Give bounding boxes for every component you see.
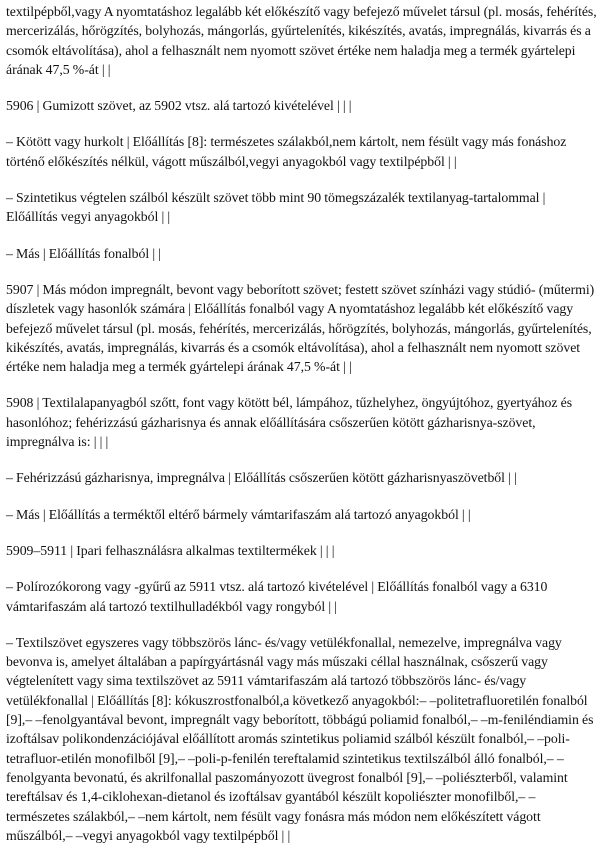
paragraph-textile-fabric: – Textilszövet egyszeres vagy többszörös lánc- és/vagy vetülékfonallal, nemezelve, impregnálva vagy bevonva is, amelyet általában a papírgyártásnál vagy más műszaki céllal használnak, csőszerű vagy végtelenített vagy sima textilszövet az 5911 vámtarifaszám alá tartozó többszörös lánc- és/vagy vetülékfonallal | Előállítás [8]: kókuszrostfonalból,a következő anyagokból:– –politetrafluoretilén fonalból [9],– –fenolgyantával bevont, impregnált vagy beborított, többágú poliamid fonalból,– –m-feniléndiamin és izoftálsav polikondenzációjával előállított aromás szintetikus poliamid szálból készült fonalból,– –poli-tetrafluor-etilén monofilből [9],– –poli-p-fenilén tereftalamid szintetikus textilszálból álló fonalból,– –fenolgyanta bevonatú, és akrilfonallal paszományozott üvegrost fonalból [9],– –poliészterből, valamint tereftálsav és 1,4-ciklohexan-dietanol és izoftálsav gyantából készült kopoliészter monofilből,– –természetes szálakból,– –nem kártolt, nem fésült vagy fonásra más módon nem előkészített vágott műszálból,– –vegyi anyagokból vagy textilpépből | |: [6, 634, 594, 843]
paragraph-5908-other: – Más | Előállítás a terméktől eltérő bármely vámtarifaszám alá tartozó anyagokból | |: [6, 506, 471, 522]
paragraph-5908: 5908 | Textilalapanyagból szőtt, font vagy kötött bél, lámpához, tűzhelyhez, öngyújtóhoz, gyertyához és hasonlóhoz; fehérizzású gázharisnya és annak előállítására csőszerűen kötött gázharisnya-szövet, impregnálva is: | | |: [6, 395, 573, 450]
paragraph-polishing-discs: – Polírozókorong vagy -gyűrű az 5911 vtsz. alá tartozó kivételével | Előállítás fonalból vagy a 6310 vámtarifaszám alá tartozó textilhulladékból vagy rongyból | |: [6, 579, 548, 614]
paragraph-5906-knitted: – Kötött vagy hurkolt | Előállítás [8]: természetes szálakból,nem kártolt, nem fésült vagy más fonáshoz történő előkészítés nélkül, vágott műszálból,vegyi anyagokból vagy textilpépből | |: [6, 134, 567, 169]
paragraph-5909-5911: 5909–5911 | Ipari felhasználásra alkalmas textiltermékek | | |: [6, 542, 335, 558]
paragraph-continuation: textilpépből,vagy A nyomtatáshoz legalább két előkészítő vagy befejező művelet társul (pl. mosás, fehérítés, mercerizálás, hőrögzítés, bolyhozás, mángorlás, gyűrtelenítés, kikészítés, avatás, impregnálás, kivarrás és a csomók eltávolítása), ahol a felhasznált nem nyomott szövet értéke nem haladja meg a termék gyártelepi árának 47,5 %-át | |: [6, 4, 597, 77]
paragraph-5906: 5906 | Gumizott szövet, az 5902 vtsz. alá tartozó kivételével | | |: [6, 98, 352, 114]
paragraph-5908-gas-mantle: – Fehérizzású gázharisnya, impregnálva | Előállítás csőszerűen kötött gázharisnyaszövetből | |: [6, 470, 517, 486]
paragraph-5906-other: – Más | Előállítás fonalból | |: [6, 245, 161, 261]
paragraph-5907: 5907 | Más módon impregnált, bevont vagy beborított szövet; festett szövet színházi vagy stúdió- (műtermi) díszletek vagy hasonlók számára | Előállítás fonalból vagy A nyomtatáshoz legalább két előkészítő vagy befejező művelet társul (pl. mosás, fehérítés, mercerizálás, hőrögzítés, bolyhozás, mángorlás, gyűrtelenítés, kikészítés, avatás, impregnálás, kivarrás és a csomók eltávolítása), ahol a felhasznált nem nyomott szövet értéke nem haladja meg a termék gyártelepi árának 47,5 %-át | |: [6, 281, 595, 375]
paragraph-5906-synthetic: – Szintetikus végtelen szálból készült szövet több mint 90 tömegszázalék textilanyag-tartalommal | Előállítás vegyi anyagokból | |: [6, 190, 546, 225]
